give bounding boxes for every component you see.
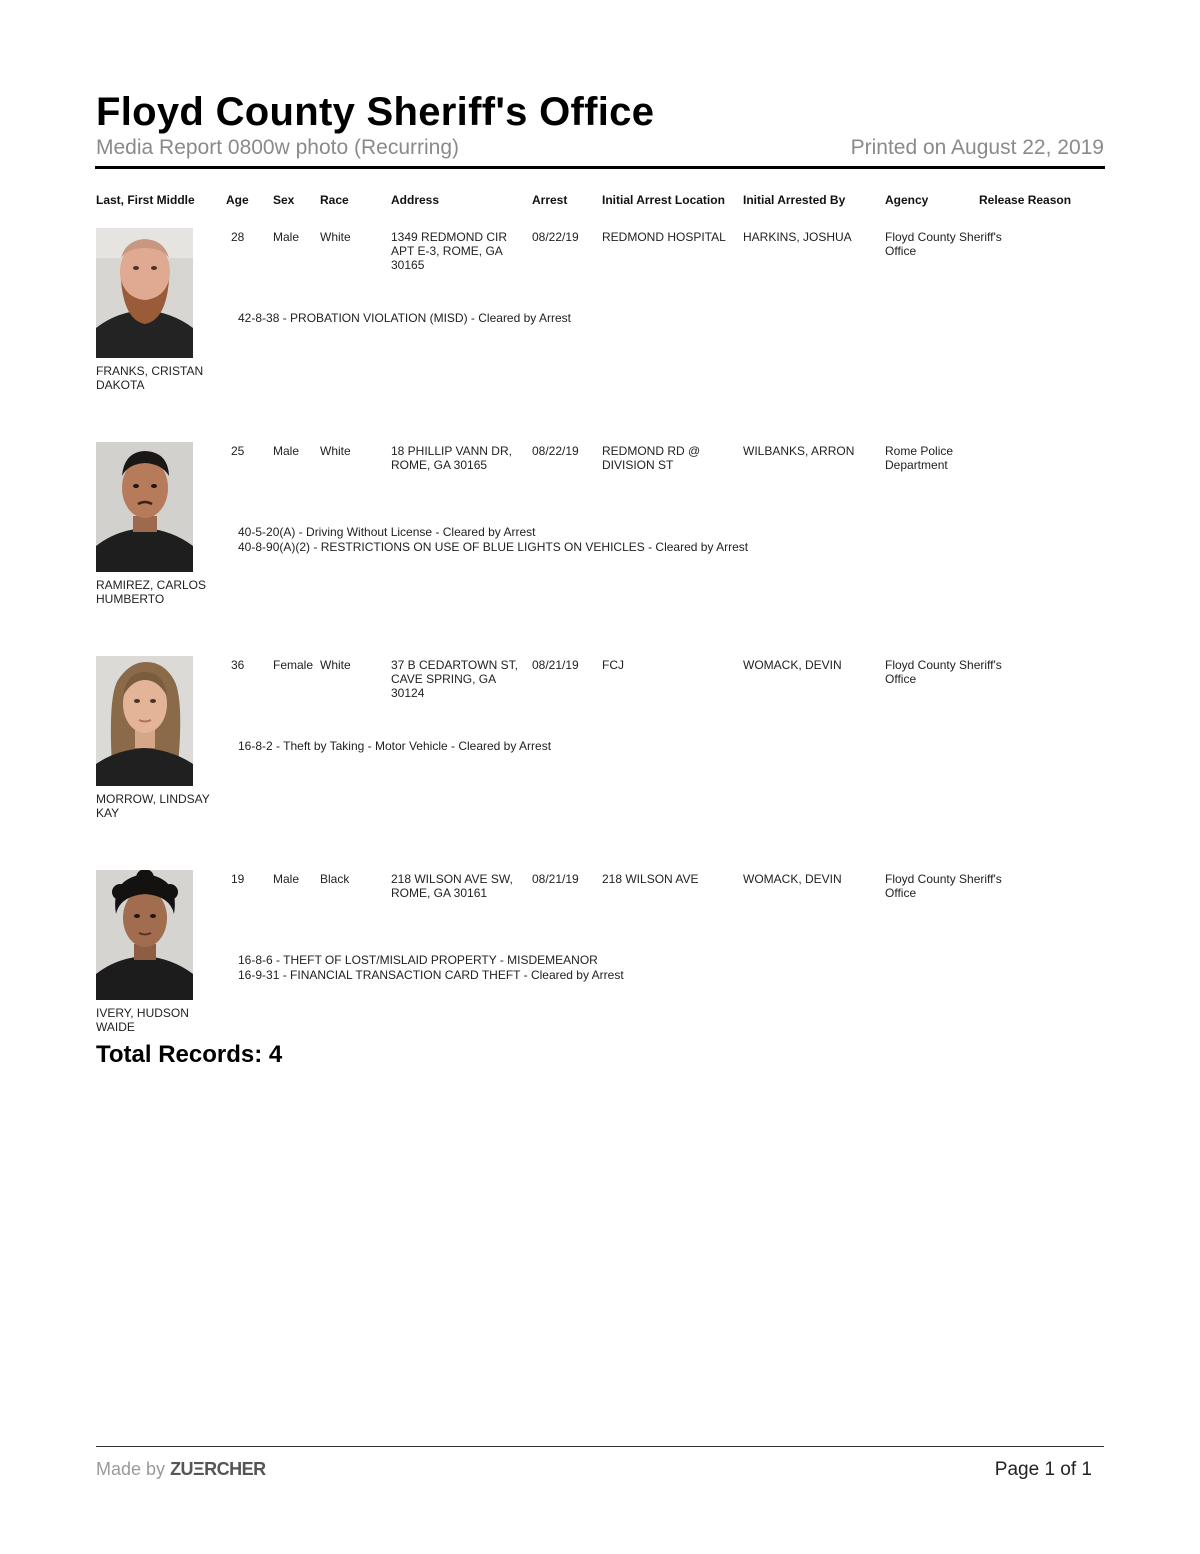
- report-subtitle: Media Report 0800w photo (Recurring): [96, 136, 460, 159]
- col-header-release: Release Reason: [979, 193, 1072, 207]
- person-name: FRANKS, CRISTAN DAKOTA: [96, 364, 204, 392]
- charge: 40-8-90(A)(2) - RESTRICTIONS ON USE OF BLUE LIGHTS ON VEHICLES - Cleared by Arrest: [238, 539, 749, 554]
- sex: Female: [273, 658, 314, 672]
- sex: Male: [273, 444, 300, 458]
- record-row: [0, 228, 1200, 428]
- agency: Floyd County Sheriff's Office: [885, 658, 1002, 686]
- booking-photo: [96, 656, 193, 786]
- charges-list: [238, 953, 624, 982]
- booking-photo: [96, 442, 193, 572]
- race: White: [320, 230, 351, 244]
- record-row: [0, 656, 1200, 856]
- arrested-by: WOMACK, DEVIN: [743, 658, 842, 672]
- agency: Floyd County Sheriff's Office: [885, 872, 1002, 900]
- age: 28: [231, 230, 245, 244]
- arrest-location: FCJ: [602, 658, 624, 672]
- page-number: Page 1 of 1: [994, 1459, 1092, 1480]
- agency: Floyd County Sheriff's Office: [885, 230, 1002, 258]
- col-header-address: Address: [391, 193, 440, 207]
- charges-list: [238, 525, 748, 554]
- age: 36: [231, 658, 245, 672]
- charge: 40-5-20(A) - Driving Without License - Cleared by Arrest: [238, 525, 536, 539]
- header-divider: [95, 166, 1105, 169]
- charges-list: [238, 739, 551, 754]
- sex: Male: [273, 230, 300, 244]
- arrested-by: HARKINS, JOSHUA: [743, 230, 852, 244]
- total-records: Total Records: 4: [96, 1041, 283, 1068]
- age: 19: [231, 872, 245, 886]
- race: Black: [320, 872, 350, 886]
- charge: 16-8-2 - Theft by Taking - Motor Vehicle - Cleared by Arrest: [238, 739, 552, 753]
- arrest-date: 08/21/19: [532, 658, 579, 672]
- col-header-agency: Agency: [885, 193, 929, 207]
- record-row: [0, 870, 1200, 1070]
- record-row: [0, 442, 1200, 642]
- col-header-age: Age: [226, 193, 249, 207]
- person-name: IVERY, HUDSON WAIDE: [96, 1006, 189, 1034]
- col-header-sex: Sex: [273, 193, 295, 207]
- arrested-by: WOMACK, DEVIN: [743, 872, 842, 886]
- col-header-arrest: Arrest: [532, 193, 568, 207]
- arrest-date: 08/22/19: [532, 444, 579, 458]
- col-header-arrested-by: Initial Arrested By: [743, 193, 846, 207]
- address: 1349 REDMOND CIR APT E-3, ROME, GA 30165: [391, 230, 508, 272]
- race: White: [320, 444, 351, 458]
- arrest-date: 08/22/19: [532, 230, 579, 244]
- race: White: [320, 658, 351, 672]
- printed-date: Printed on August 22, 2019: [850, 136, 1104, 159]
- age: 25: [231, 444, 245, 458]
- address: 218 WILSON AVE SW, ROME, GA 30161: [391, 872, 513, 900]
- booking-photo: [96, 228, 193, 358]
- charge: 16-9-31 - FINANCIAL TRANSACTION CARD THEFT - Cleared by Arrest: [238, 967, 624, 982]
- address: 37 B CEDARTOWN ST, CAVE SPRING, GA 30124: [391, 658, 518, 700]
- footer-credit: [96, 1459, 266, 1480]
- col-header-location: Initial Arrest Location: [602, 193, 725, 207]
- arrest-location: REDMOND HOSPITAL: [602, 230, 726, 244]
- arrest-location: REDMOND RD @ DIVISION ST: [602, 444, 701, 472]
- arrested-by: WILBANKS, ARRON: [743, 444, 855, 458]
- arrest-date: 08/21/19: [532, 872, 579, 886]
- made-by-label: Made by: [96, 1459, 166, 1479]
- booking-photo: [96, 870, 193, 1000]
- charge: 16-8-6 - THEFT OF LOST/MISLAID PROPERTY - MISDEMEANOR: [238, 953, 598, 967]
- agency: Rome Police Department: [885, 444, 954, 472]
- sex: Male: [273, 872, 300, 886]
- person-name: RAMIREZ, CARLOS HUMBERTO: [96, 578, 207, 606]
- person-name: MORROW, LINDSAY KAY: [96, 792, 210, 820]
- col-header-name: Last, First Middle: [96, 193, 195, 207]
- charges-list: [238, 311, 571, 326]
- brand-logo: ZUΞRCHER: [170, 1459, 266, 1479]
- footer-divider: [96, 1446, 1104, 1447]
- arrest-location: 218 WILSON AVE: [602, 872, 699, 886]
- report-title: Floyd County Sheriff's Office: [96, 90, 655, 134]
- charge: 42-8-38 - PROBATION VIOLATION (MISD) - Cleared by Arrest: [238, 311, 571, 325]
- col-header-race: Race: [320, 193, 349, 207]
- address: 18 PHILLIP VANN DR, ROME, GA 30165: [391, 444, 512, 472]
